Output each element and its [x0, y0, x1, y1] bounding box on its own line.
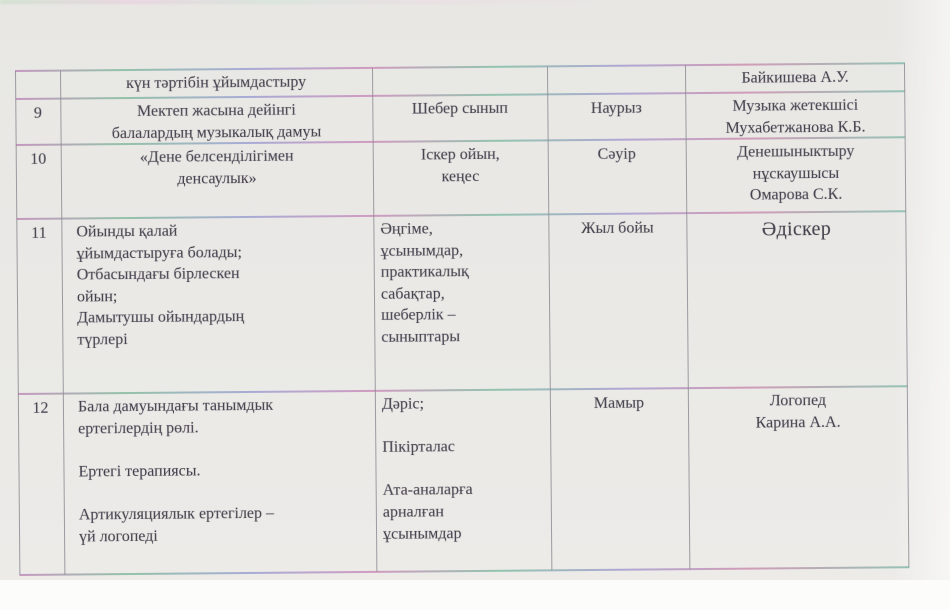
cell-topic: күн тәртібін ұйымдастыру [125, 73, 307, 93]
cell-responsible: Денешыныктыру нұскаушысы Омарова С.К. [736, 142, 855, 204]
cell-topic: «Дене белсенділігімен денсаулык» [139, 147, 294, 188]
cell-row-number: 11 [31, 224, 47, 242]
scan-edge-artifact [0, 0, 600, 4]
cell-topic: Ойынды қалай ұйымдастыруға болады; Отбасындағы бірлескен ойын; Дамытушы ойындардың түрлері [76, 222, 245, 349]
cell-row-number: 12 [32, 399, 49, 417]
cell-responsible: Байкишева А.У. [741, 68, 849, 87]
cell-responsible: Логопед Карина А.А. [755, 391, 841, 432]
cell-row-number: 9 [33, 104, 42, 122]
cell-month [547, 65, 685, 94]
cell-format [372, 66, 547, 96]
cell-topic: Бала дамуындағы танымдык ертегілердің рөлі. Ертегі терапиясы. Артикуляциялык ертегілер – үй логопеді [77, 396, 275, 546]
cell-row-number [15, 71, 60, 99]
cell-format: Дәріс; Пікірталас Ата-аналарға арналған ұсынымдар [381, 395, 473, 543]
cell-month: Жыл бойы [581, 219, 654, 238]
cell-format: Шебер сынып [411, 99, 508, 118]
cell-month: Сәуір [597, 145, 636, 163]
work-plan-table [15, 63, 909, 575]
cell-row-number: 10 [30, 150, 47, 168]
cell-responsible: Әдіскер [761, 217, 832, 241]
cell-month: Мамыр [593, 394, 645, 412]
cell-topic: Мектеп жасына дейінгі балалардың музыкалық дамуы [111, 101, 322, 142]
cell-responsible: Музыка жетекшісі Мухабетжанова К.Б. [725, 96, 866, 137]
cell-format: Әңгіме, ұсынымдар, практикалық сабақтар, шеберлік – сыныптары [380, 220, 469, 346]
cell-month: Наурыз [590, 99, 642, 117]
cell-format: Іскер ойын, кеңес [420, 145, 500, 185]
